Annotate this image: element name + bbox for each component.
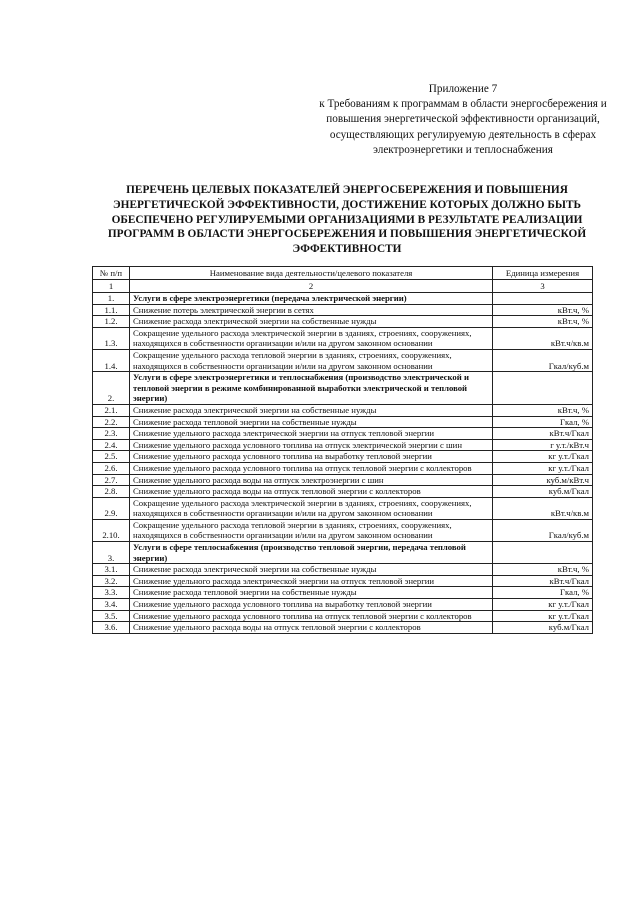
row-number-cell: 1.3. <box>93 327 130 349</box>
row-number-cell: 1.1. <box>93 304 130 316</box>
column-number-row <box>93 280 593 293</box>
header-unit: Единица измерения <box>493 267 593 280</box>
row-number-cell: 3.5. <box>93 610 130 622</box>
row-name-cell: Снижение расхода тепловой энергии на собственные нужды <box>130 416 493 428</box>
indicators-table <box>92 266 593 634</box>
row-name-cell: Снижение расхода электрической энергии на собственные нужды <box>130 404 493 416</box>
row-unit-cell: г у.т./кВт.ч <box>493 439 593 451</box>
table-row <box>93 622 593 634</box>
table-row <box>93 316 593 328</box>
column-number-2: 2 <box>130 280 493 293</box>
table-row <box>93 304 593 316</box>
row-number-cell: 3. <box>93 542 130 564</box>
table-row <box>93 486 593 498</box>
row-unit-cell: кВт.ч/кв.м <box>493 497 593 519</box>
row-unit-cell: кВт.ч, % <box>493 316 593 328</box>
row-name-cell: Снижение потерь электрической энергии в сетях <box>130 304 493 316</box>
table-section-row <box>93 542 593 564</box>
table-body <box>93 293 593 634</box>
appendix-text: к Требованиям к программам в области энергосбережения и повышения энергетической эффективности организаций, осуществляющих регулируемую деятельность в сферах электроэнергетики и теплоснабжения <box>319 98 607 156</box>
row-number-cell: 3.3. <box>93 587 130 599</box>
table-row <box>93 599 593 611</box>
row-name-cell: Сокращение удельного расхода тепловой энергии в зданиях, строениях, сооружениях, находящихся в собственности организации и/или на другом законном основании <box>130 349 493 371</box>
row-name-cell: Сокращение удельного расхода электрической энергии в зданиях, строениях, сооружениях, находящихся в собственности организации и/или на другом законном основании <box>130 327 493 349</box>
table-row <box>93 587 593 599</box>
row-number-cell: 2.7. <box>93 474 130 486</box>
row-number-cell: 3.4. <box>93 599 130 611</box>
row-unit-cell: кг у.т./Гкал <box>493 610 593 622</box>
row-name-cell: Снижение расхода электрической энергии на собственные нужды <box>130 564 493 576</box>
row-unit-cell: Гкал, % <box>493 587 593 599</box>
table-row <box>93 575 593 587</box>
row-name-cell: Снижение удельного расхода воды на отпуск тепловой энергии с коллекторов <box>130 486 493 498</box>
appendix-note <box>318 82 608 158</box>
document-title: ПЕРЕЧЕНЬ ЦЕЛЕВЫХ ПОКАЗАТЕЛЕЙ ЭНЕРГОСБЕРЕЖЕНИЯ И ПОВЫШЕНИЯ ЭНЕРГЕТИЧЕСКОЙ ЭФФЕКТИВНОСТИ, ДОСТИЖЕНИЕ КОТОРЫХ ДОЛЖНО БЫТЬ ОБЕСПЕЧЕНО РЕГУЛИРУЕМЫМИ ОРГАНИЗАЦИЯМИ В РЕЗУЛЬТАТЕ РЕАЛИЗАЦИИ ПРОГРАММ В ОБЛАСТИ ЭНЕРГОСБЕРЕЖЕНИЯ И ПОВЫШЕНИЯ ЭНЕРГЕТИЧЕСКОЙ ЭФФЕКТИВНОСТИ <box>107 184 587 256</box>
row-name-cell: Снижение удельного расхода электрической энергии на отпуск тепловой энергии <box>130 428 493 440</box>
table-header-row <box>93 267 593 280</box>
column-number-3: 3 <box>493 280 593 293</box>
row-number-cell: 2.3. <box>93 428 130 440</box>
row-number-cell: 2.2. <box>93 416 130 428</box>
row-unit-cell: кг у.т./Гкал <box>493 462 593 474</box>
table-row <box>93 428 593 440</box>
table-row <box>93 519 593 541</box>
row-unit-cell: кВт.ч/кв.м <box>493 327 593 349</box>
header-name: Наименование вида деятельности/целевого показателя <box>130 267 493 280</box>
row-name-cell: Снижение удельного расхода условного топлива на выработку тепловой энергии <box>130 451 493 463</box>
table-row <box>93 474 593 486</box>
row-name-cell: Снижение удельного расхода воды на отпуск тепловой энергии с коллекторов <box>130 622 493 634</box>
row-unit-cell: куб.м/кВт.ч <box>493 474 593 486</box>
row-number-cell: 2.6. <box>93 462 130 474</box>
row-name-cell: Услуги в сфере теплоснабжения (производство тепловой энергии, передача тепловой энергии) <box>130 542 493 564</box>
table-row <box>93 451 593 463</box>
row-unit-cell: куб.м/Гкал <box>493 622 593 634</box>
row-number-cell: 1.2. <box>93 316 130 328</box>
row-number-cell: 2.9. <box>93 497 130 519</box>
row-number-cell: 2.4. <box>93 439 130 451</box>
row-name-cell: Снижение удельного расхода условного топлива на отпуск тепловой энергии с коллекторов <box>130 462 493 474</box>
table-row <box>93 349 593 371</box>
row-name-cell: Услуги в сфере электроэнергетики (передача электрической энергии) <box>130 293 493 305</box>
row-number-cell: 2.10. <box>93 519 130 541</box>
appendix-label: Приложение 7 <box>428 83 498 95</box>
table-row <box>93 462 593 474</box>
header-number: № п/п <box>93 267 130 280</box>
row-number-cell: 2.5. <box>93 451 130 463</box>
row-name-cell: Снижение удельного расхода условного топлива на отпуск электрической энергии с шин <box>130 439 493 451</box>
row-number-cell: 2.8. <box>93 486 130 498</box>
row-unit-cell <box>493 542 593 564</box>
row-number-cell: 1.4. <box>93 349 130 371</box>
row-name-cell: Снижение расхода тепловой энергии на собственные нужды <box>130 587 493 599</box>
table-section-row <box>93 293 593 305</box>
row-unit-cell <box>493 372 593 405</box>
row-unit-cell: Гкал, % <box>493 416 593 428</box>
table-row <box>93 327 593 349</box>
row-unit-cell <box>493 293 593 305</box>
row-unit-cell: куб.м/Гкал <box>493 486 593 498</box>
row-number-cell: 3.2. <box>93 575 130 587</box>
row-unit-cell: кг у.т./Гкал <box>493 599 593 611</box>
row-unit-cell: кВт.ч, % <box>493 404 593 416</box>
row-unit-cell: кг у.т./Гкал <box>493 451 593 463</box>
row-unit-cell: Гкал/куб.м <box>493 519 593 541</box>
row-number-cell: 1. <box>93 293 130 305</box>
row-unit-cell: Гкал/куб.м <box>493 349 593 371</box>
row-name-cell: Снижение расхода электрической энергии на собственные нужды <box>130 316 493 328</box>
row-name-cell: Услуги в сфере электроэнергетики и теплоснабжения (производство электрической и тепловой энергии в режиме комбинированной выработки электрической и тепловой энергии) <box>130 372 493 405</box>
row-unit-cell: кВт.ч, % <box>493 304 593 316</box>
row-unit-cell: кВт.ч, % <box>493 564 593 576</box>
table-row <box>93 439 593 451</box>
table-row <box>93 497 593 519</box>
row-number-cell: 3.1. <box>93 564 130 576</box>
row-name-cell: Снижение удельного расхода электрической энергии на отпуск тепловой энергии <box>130 575 493 587</box>
table-row <box>93 404 593 416</box>
row-number-cell: 3.6. <box>93 622 130 634</box>
row-name-cell: Снижение удельного расхода условного топлива на отпуск тепловой энергии с коллекторов <box>130 610 493 622</box>
table-row <box>93 416 593 428</box>
row-name-cell: Сокращение удельного расхода тепловой энергии в зданиях, строениях, сооружениях, находящихся в собственности организации и/или на другом законном основании <box>130 519 493 541</box>
table-section-row <box>93 372 593 405</box>
row-unit-cell: кВт.ч/Гкал <box>493 575 593 587</box>
row-name-cell: Сокращение удельного расхода электрической энергии в зданиях, строениях, сооружениях, находящихся в собственности организации и/или на другом законном основании <box>130 497 493 519</box>
table-row <box>93 564 593 576</box>
row-unit-cell: кВт.ч/Гкал <box>493 428 593 440</box>
row-number-cell: 2. <box>93 372 130 405</box>
column-number-1: 1 <box>93 280 130 293</box>
row-name-cell: Снижение удельного расхода воды на отпуск электроэнергии с шин <box>130 474 493 486</box>
row-name-cell: Снижение удельного расхода условного топлива на выработку тепловой энергии <box>130 599 493 611</box>
table-row <box>93 610 593 622</box>
row-number-cell: 2.1. <box>93 404 130 416</box>
